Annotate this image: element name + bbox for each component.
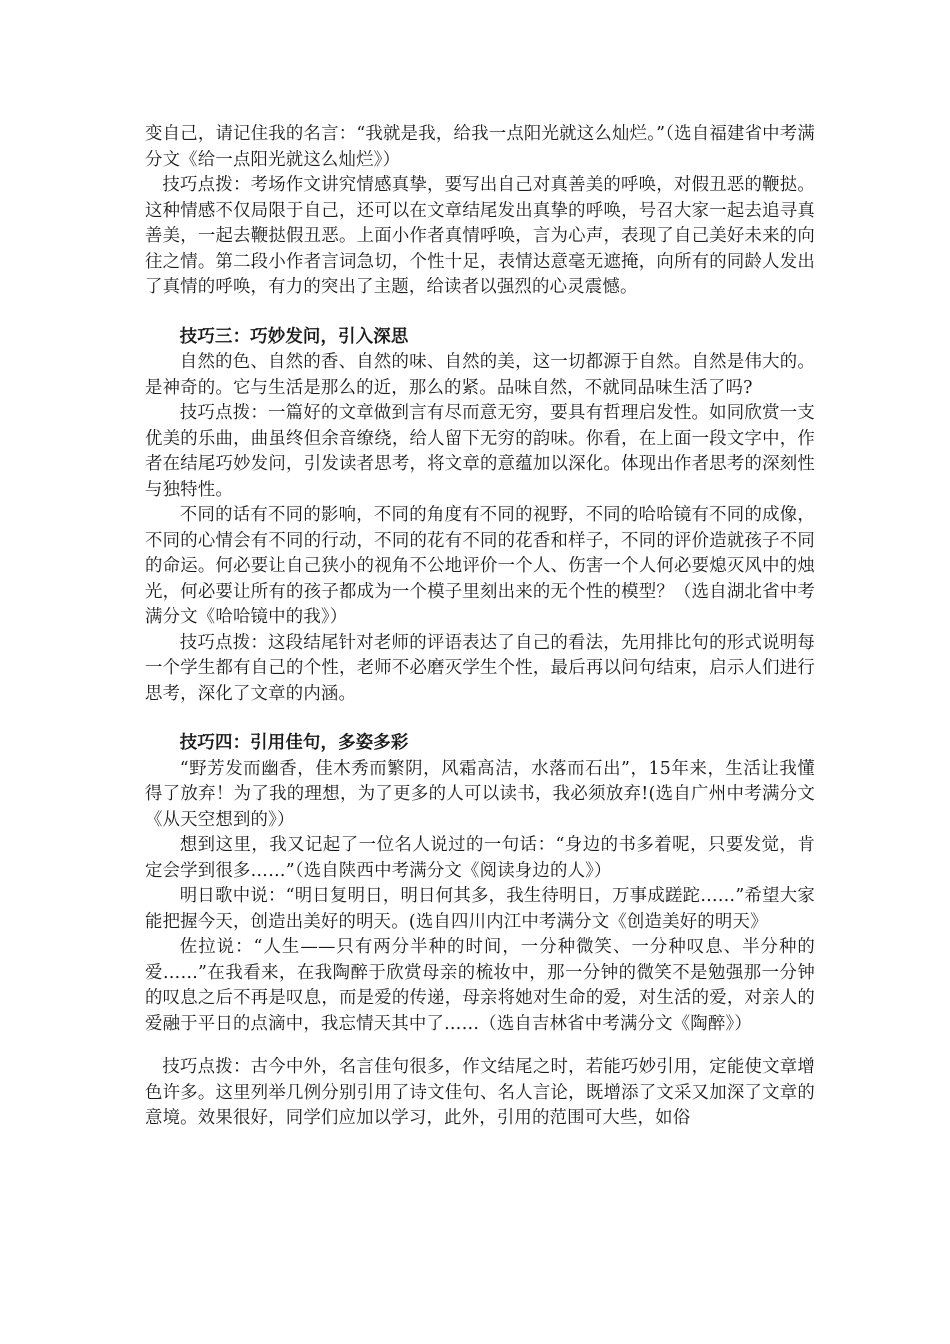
- paragraph-tip-question: 技巧点拨：一篇好的文章做到言有尽而意无穷，要具有哲理启发性。如同欣赏一支优美的乐曲，曲虽终但余音缭绕，给人留下无穷的韵味。你看，在上面一段文字中，作者在结尾巧妙发问，引发读者思考，将文章的意蕴加以深化。体现出作者思考的深刻性与独特性。: [145, 403, 815, 500]
- paragraph-tip-citation: 技巧点拨：古今中外，名言佳句很多，作文结尾之时，若能巧妙引用，定能使文章增色许多。这里列举几例分别引用了诗文佳句、名人言论，既增添了文采又加深了文章的意境。效果很好，同学们应加以学习，此外，引用的范围可大些，如俗: [145, 1057, 815, 1128]
- paragraph-quote-jilin: 佐拉说：“人生——只有两分半种的时间，一分种微笑、一分种叹息、半分种的爱……”在我看来，在我陶醉于欣赏母亲的梳妆中，那一分钟的微笑不是勉强那一分钟的叹息之后不再是叹息，而是爱的传递，母亲将她对生命的爱，对生活的爱，对亲人的爱融于平日的点滴中，我忘情天其中了……（选自吉林省中考满分文《陶醉》）: [145, 937, 815, 1034]
- section-heading-technique-three: 技巧三：巧妙发问，引入深思: [179, 326, 409, 347]
- document-body: [145, 122, 815, 1132]
- paragraph-mirror: 不同的话有不同的影响，不同的角度有不同的视野，不同的哈哈镜有不同的成像，不同的心情会有不同的行动，不同的花有不同的花香和样子，不同的评价造就孩子不同的命运。何必要让自己狭小的视角不公地评价一个人、伤害一个人何必要熄灭风中的烛光，何必要让所有的孩子都成为一个模子里刻出来的无个性的模型？（选自湖北省中考满分文《哈哈镜中的我》）: [145, 505, 815, 627]
- spacer: [145, 301, 815, 325]
- paragraph-quote-ending-fujian: 变自己，请记住我的名言：“我就是我，给我一点阳光就这么灿烂。”（选自福建省中考满分文《给一点阳光就这么灿烂》）: [145, 124, 815, 170]
- paragraph-quote-sichuan: 明日歌中说：“明日复明日，明日何其多，我生待明日，万事成蹉跎……”希望大家能把握今天，创造出美好的明天。(选自四川内江中考满分文《创造美好的明天》: [145, 886, 815, 932]
- paragraph-nature: 自然的色、自然的香、自然的味、自然的美，这一切都源于自然。自然是伟大的。是神奇的。它与生活是那么的近，那么的紧。品味自然，不就同品味生活了吗?: [145, 352, 815, 398]
- paragraph-tip-teacher: 技巧点拨：这段结尾针对老师的评语表达了自己的看法，先用排比句的形式说明每一个学生都有自己的个性，老师不必磨灭学生个性，最后再以问句结束，启示人们进行思考，深化了文章的内涵。: [145, 632, 815, 704]
- section-heading-technique-four: 技巧四：引用佳句，多姿多彩: [179, 733, 409, 753]
- paragraph-tip-emotion: 技巧点拨：考场作文讲究情感真挚，要写出自己对真善美的呼唤，对假丑恶的鞭挞。这种情感不仅局限于自己，还可以在文章结尾发出真挚的呼唤，号召大家一起去追寻真善美，一起去鞭挞假丑恶。上面小作者真情呼唤，言为心声，表现了自己美好未来的向往之情。第二段小作者言词急切，个性十足，表情达意毫无遮掩，向所有的同龄人发出了真情的呼唤，有力的突出了主题，给读者以强烈的心灵震憾。: [145, 175, 815, 297]
- paragraph-quote-shaanxi: 想到这里，我又记起了一位名人说过的一句话：“身边的书多着呢，只要发觉，肯定会学到很多……”（选自陕西中考满分文《阅读身边的人》）: [145, 835, 815, 881]
- spacer: [145, 1037, 815, 1055]
- paragraph-quote-guangzhou: “野芳发而幽香，佳木秀而繁阴，风霜高洁，水落而石出”，15年来，生活让我懂得了放弃！为了我的理想，为了更多的人可以读书，我必须放弃!(选自广州中考满分文《从天空想到的》）: [145, 758, 815, 830]
- spacer: [145, 707, 815, 731]
